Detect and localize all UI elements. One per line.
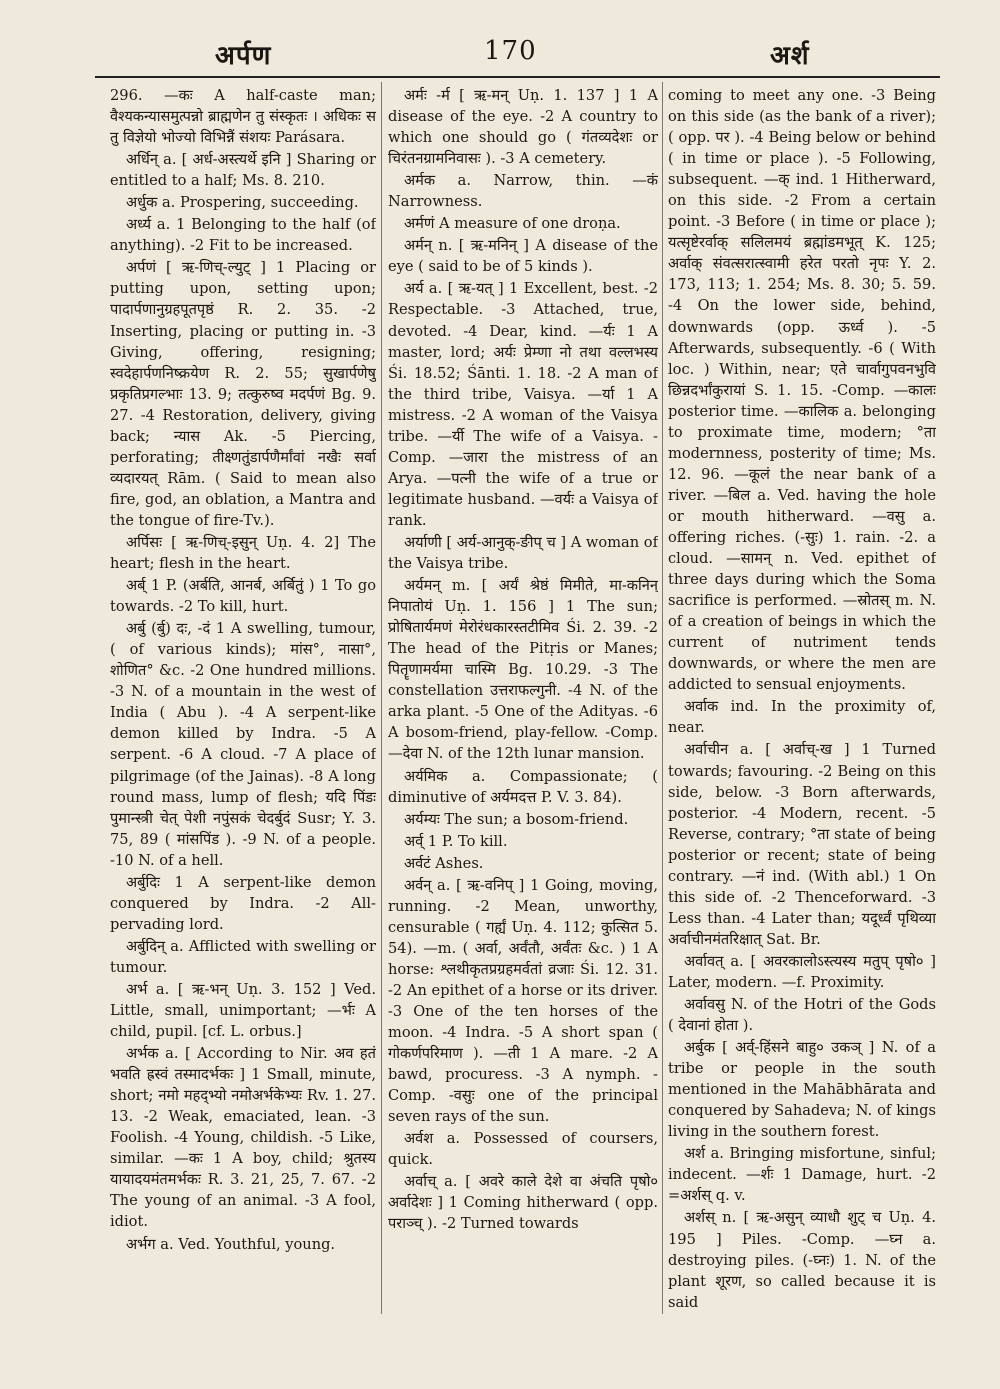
dictionary-entry: अर्मः -र्म [ ऋ-मन् Uṇ. 1. 137 ] 1 A disease of the eye. -2 A country to which one should go ( गंतव्यदेशः or चिरंतनग्रामनिवासः ). -3 A cemetery. xyxy=(388,87,658,168)
dictionary-entry: अर्मन् n. [ ऋ-मनिन् ] A disease of the eye ( said to be of 5 kinds ). xyxy=(388,237,658,276)
right-headword: अर्श xyxy=(770,41,810,71)
dictionary-entry: अर्पिसः [ ऋ-णिच्-इसुन् Uṇ. 4. 2] The heart; flesh in the heart. xyxy=(110,533,376,573)
dictionary-entry: अर्वाक ind. In the proximity of, near. xyxy=(668,698,936,737)
dictionary-entry: अर्व् 1 P. To kill. xyxy=(404,832,508,850)
dictionary-entry: अर्धिन् a. [ अर्ध-अस्त्यर्थे इनि ] Sharing or entitled to a half; Ms. 8. 210. xyxy=(110,151,376,190)
column-middle xyxy=(388,85,658,1310)
dictionary-entry: अर्वावसु N. of the Hotri of the Gods ( देवानां होता ). xyxy=(668,996,936,1035)
dictionary-entry: अर्वश a. Possessed of coursers, quick. xyxy=(388,1130,658,1169)
dictionary-entry: अर्बुदिन् a. Afflicted with swelling or tumour. xyxy=(110,937,376,976)
header-rule xyxy=(95,76,940,78)
dictionary-entry: अर्वन् a. [ ऋ-वनिप् ] 1 Going, moving, running. -2 Mean, unworthy, censurable ( गर्ह्यं Uṇ. 4. 112; कुत्सित 5. 54). —m. ( अर्वा, अर्वंतौ, अर्वंतः &c. ) 1 A horse: श्लथीकृतप्रग्रहमर्वतां व्रजाः Śi. 12. 31. -2 An epithet of a horse or its driver. -3 One of the ten horses of the moon. -4 Indra. -5 A short span ( गोकर्णपरिमाण ). —ती 1 A mare. -2 A bawd, procuress. -3 A nymph. -Comp. -वसुः one of the principal seven rays of the sun. xyxy=(388,876,658,1126)
dictionary-entry: अर्मक a. Narrow, thin. —कं Narrowness. xyxy=(388,172,658,211)
dictionary-entry: अर्भक a. [ According to Nir. अव हतं भवति ह्रस्वं तस्मादर्भकः ] 1 Small, minute, short; नमो महद्भ्यो नमोअर्भकेभ्यः Rv. 1. 27. 13. -2 Weak, emaciated, lean. -3 Foolish. -4 Young, childish. -5 Like, similar. —कः 1 A boy, child; श्रुतस्य यायादयमंतमर्भकः R. 3. 21, 25, 7. 67. -2 The young of an animal. -3 A fool, idiot. xyxy=(110,1045,376,1231)
dictionary-entry: अर्यमन् m. [ अर्यं श्रेष्ठं मिमीते, मा-कनिन् निपातोयं Uṇ. 1. 156 ] 1 The sun; प्रोषितार्यमणं मेरोरंधकारस्तटीमिव Śi. 2. 39. -2 The head of the Pitṛis or Manes; पितॄणामर्यमा चास्मि Bg. 10.29. -3 The constellation उत्तराफल्गुनी. -4 N. of the arka plant. -5 One of the Adityas. -6 A bosom-friend, play-fellow. -Comp. —देवा N. of the 12th lunar mansion. xyxy=(388,577,658,763)
dictionary-entry: अर्ब् 1 P. (अर्बति, आनर्ब, अर्बितुं ) 1 To go towards. -2 To kill, hurt. xyxy=(110,577,376,616)
column-divider xyxy=(381,82,382,1314)
dictionary-entry: अर्यमिक a. Compassionate; ( diminutive of अर्यमदत्त P. V. 3. 84). xyxy=(388,767,658,806)
left-headword: अर्पण xyxy=(215,41,272,71)
dictionary-entry: अर्यम्यः The sun; a bosom-friend. xyxy=(404,810,629,828)
dictionary-entry: अर्वटं Ashes. xyxy=(404,854,484,872)
dictionary-entry: अर्मणं A measure of one droṇa. xyxy=(404,215,621,233)
dictionary-entry: अर्भ a. [ ऋ-भन् Uṇ. 3. 152 ] Ved. Little, small, unimportant; —र्भः A child, pupil. [cf. L. orbus.] xyxy=(110,980,376,1041)
column-divider xyxy=(662,82,663,1314)
dictionary-entry: coming to meet any one. -3 Being on this side (as the bank of a river); ( opp. पर ). -4 Being below or behind ( in time or place ). -5 Following, subsequent. —क् ind. 1 Hitherward, on this side. -2 From a certain point. -3 Before ( in time or place ); यत्सृष्टेरर्वाक् सलिलमयं ब्रह्मांडमभूत् K. 125; अर्वाक् संवत्सरात्स्वामी हरेत परतो नृपः Y. 2. 173, 113; 1. 254; Ms. 8. 30; 5. 59. -4 On the lower side, behind, downwards (opp. ऊर्ध्व ). -5 Afterwards, subsequently. -6 ( With loc. ) Within, near; एते चार्वागुपवनभुवि छिन्नदर्भांकुरायां S. 1. 15. -Comp. —कालः posterior time. —कालिक a. belonging to proximate time, modern; °ता modernness, posterity of time; Ms. 12. 96. —कूलं the near bank of a river. —बिल a. Ved. having the hole or mouth hitherward. —वसु a. offering riches. (-सुः) 1. rain. -2. a cloud. —सामन् n. Ved. epithet of three days during which the Soma sacrifice is performed. —स्रोतस् m. N. of a creation of beings in which the current of nutriment tends downwards, or where the men are addicted to sensual enjoyments. xyxy=(668,87,936,694)
dictionary-entry: अर्भग a. Ved. Youthful, young. xyxy=(126,1235,336,1253)
dictionary-entry: अर्वाच् a. [ अवरे काले देशे वा अंचति पृषो० अर्वादेशः ] 1 Coming hitherward ( opp. पराञ्च् ). -2 Turned towards xyxy=(388,1173,658,1233)
column-left xyxy=(110,85,376,1310)
dictionary-entry: अर्ध्य a. 1 Belonging to the half (of anything). -2 Fit to be increased. xyxy=(110,216,376,255)
dictionary-entry: अर्धुक a. Prospering, succeeding. xyxy=(126,194,359,212)
dictionary-entry: अर्पणं [ ऋ-णिच्-ल्युट् ] 1 Placing or putting upon, setting upon; पादार्पणानुग्रहपूतपृष्ठं R. 2. 35. -2 Inserting, placing or putting in. -3 Giving, offering, resigning; स्वदेहार्पणनिष्क्रयेण R. 2. 55; सुखार्पणेषु प्रकृतिप्रगल्भाः 13. 9; तत्कुरुष्व मदर्पणं Bg. 9. 27. -4 Restoration, delivery, giving back; न्यास Ak. -5 Piercing, perforating; तीक्ष्णतुंडार्पणैर्मांवां नखैः सर्वा व्यदारयत् Rām. ( Said to mean also fire, god, an oblation, a Mantra and the tongue of fire-Tv.). xyxy=(110,259,376,529)
dictionary-entry: अर्बुक [ अर्व्-हिंसने बाहु० उकञ् ] N. of a tribe or people in the south mentioned in the Mahābhārata and conquered by Sahadeva; N. of kings living in the southern forest. xyxy=(668,1039,936,1141)
dictionary-entry: अर्श a. Bringing misfortune, sinful; indecent. —र्शः 1 Damage, hurt. -2 =अर्शस् q. v. xyxy=(668,1145,936,1205)
dictionary-entry: अर्य a. [ ऋ-यत् ] 1 Excellent, best. -2 Respectable. -3 Attached, true, devoted. -4 Dear, kind. —र्यः 1 A master, lord; अर्यः प्रेम्णा नो तथा वल्लभस्य Śi. 18.52; Śānti. 1. 18. -2 A man of the third tribe, Vaisya. —र्या 1 A mistress. -2 A woman of the Vaisya tribe. —र्यी The wife of a Vaisya. -Comp. —जारा the mistress of an Arya. —पत्नी the wife of a true or legitimate husband. —वर्यः a Vaisya of rank. xyxy=(388,280,658,529)
dictionary-entry: अर्बु (र्बु) दः, -दं 1 A swelling, tumour, ( of various kinds); मांस°, नासा°, शोणित° &c. -2 One hundred millions. -3 N. of a mountain in the west of India ( Abu ). -4 A serpent-like demon killed by Indra. -5 A serpent. -6 A cloud. -7 A place of pilgrimage (of the Jainas). -8 A long round mass, lump of flesh; यदि पिंडः पुमान्स्त्री चेत् पेशी नपुंसकं चेदर्बुदं Susr; Y. 3. 75, 89 ( मांसपिंड ). -9 N. of a people. -10 N. of a hell. xyxy=(110,620,376,869)
dictionary-entry: अर्वाचीन a. [ अर्वाच्-ख ] 1 Turned towards; favouring. -2 Being on this side, below. -3 Born afterwards, posterior. -4 Modern, recent. -5 Reverse, contrary; °ता state of being posterior or recent; state of being contrary. —नं ind. (With abl.) 1 On this side of. -2 Thenceforward. -3 Less than. -4 Later than; यदूर्ध्वं पृथिव्या अर्वाचीनमंतरिक्षात् Sat. Br. xyxy=(668,741,936,948)
dictionary-entry: अर्याणी [ अर्य-आनुक्-ङीप् च ] A woman of the Vaisya tribe. xyxy=(388,533,658,573)
dictionary-entry: अर्वावत् a. [ अवरकालोऽस्त्यस्य मतुप् पृषो० ] Later, modern. —f. Proximity. xyxy=(668,952,936,991)
page-number: 170 xyxy=(484,36,537,66)
dictionary-entry: अर्बुदिः 1 A serpent-like demon conquered by Indra. -2 All-pervading lord. xyxy=(110,873,376,933)
column-right xyxy=(668,85,936,1310)
dictionary-entry: 296. —कः A half-caste man; वैश्यकन्यासमुत्पन्नो ब्राह्मणेन तु संस्कृतः । अधिकः स तु विज्ञेयो भोज्यो विभिन्नैं संशयः Parásara. xyxy=(110,87,376,147)
dictionary-entry: अर्शस् n. [ ऋ-असुन् व्याधौ शुट् च Uṇ. 4. 195 ] Piles. -Comp. —घ्न a. destroying piles. (-घ्नः) 1. N. of the plant शूरण, so called because it is said xyxy=(668,1209,936,1310)
